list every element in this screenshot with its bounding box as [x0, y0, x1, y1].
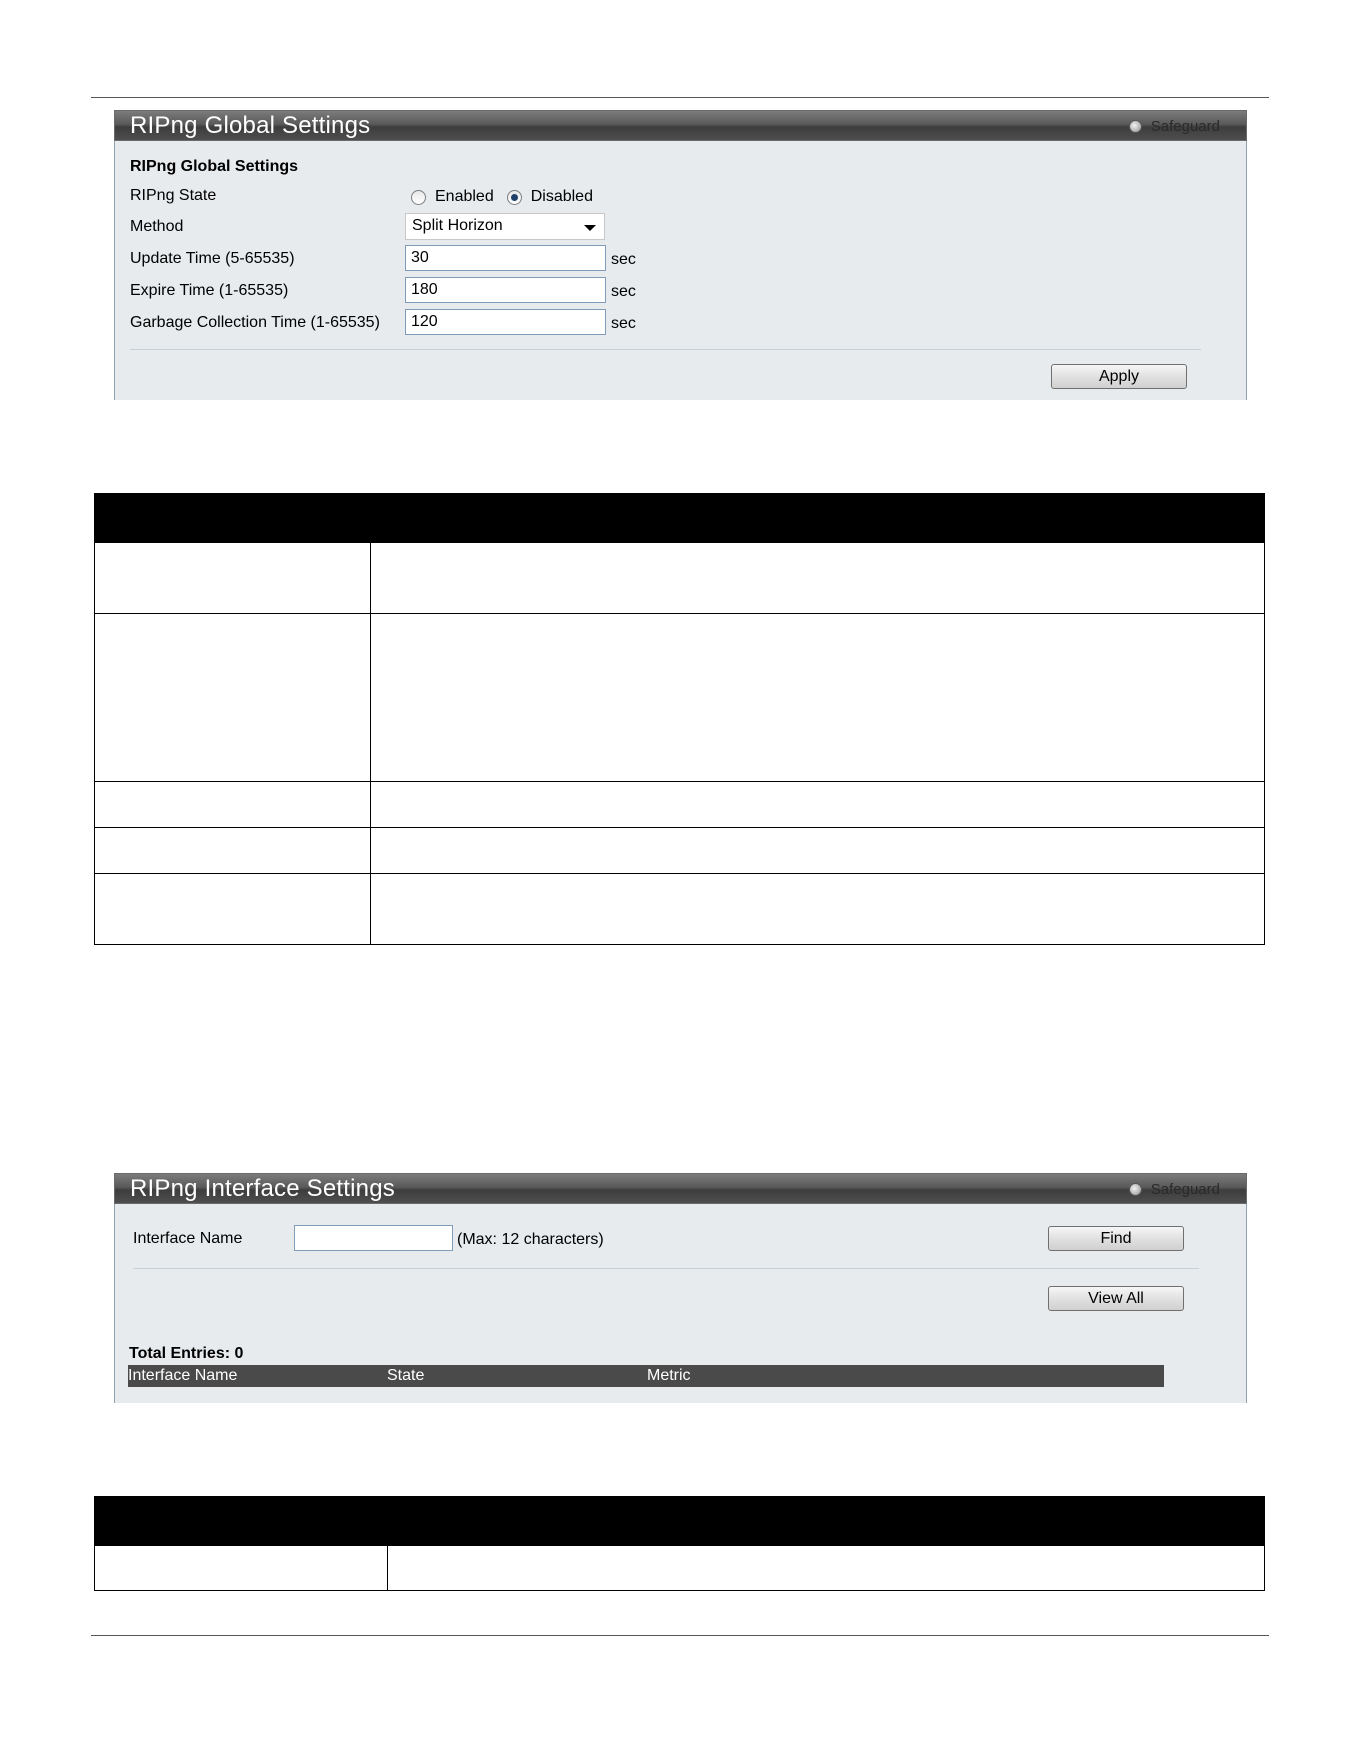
- section-title: RIPng Global Settings: [130, 158, 299, 175]
- expire-time-label: Expire Time (1-65535): [130, 282, 289, 299]
- global-settings-description-table: [94, 493, 1265, 945]
- garbage-time-label: Garbage Collection Time (1-65535): [130, 314, 380, 331]
- method-select[interactable]: [405, 213, 605, 240]
- table-header-row: [95, 494, 1265, 543]
- ripng-state-label: RIPng State: [130, 187, 217, 204]
- method-label: Method: [130, 218, 184, 235]
- interface-grid-header: [128, 1365, 1164, 1387]
- ripng-state-radio-group: [411, 188, 593, 206]
- table-row: [95, 1546, 1265, 1591]
- total-entries: Total Entries: 0: [129, 1345, 244, 1362]
- expire-time-input[interactable]: [405, 277, 606, 303]
- safeguard-icon: [1129, 120, 1142, 133]
- panel-divider: [130, 349, 1201, 350]
- find-button[interactable]: Find: [1048, 1226, 1184, 1251]
- safeguard-label: Safeguard: [1150, 118, 1220, 135]
- chevron-down-icon: [584, 225, 596, 231]
- table-row: [95, 828, 1265, 874]
- bottom-page-rule: [91, 1635, 1269, 1636]
- garbage-time-unit: sec: [611, 315, 636, 332]
- ripng-state-disabled-radio[interactable]: [507, 190, 522, 205]
- ripng-state-disabled-label: Disabled: [530, 188, 593, 205]
- panel-header: [114, 1173, 1247, 1204]
- interface-name-max-hint: (Max: 12 characters): [457, 1231, 604, 1248]
- panel-title: RIPng Interface Settings: [130, 1175, 395, 1202]
- update-time-label: Update Time (5-65535): [130, 250, 295, 267]
- table-row: [95, 614, 1265, 782]
- ripng-state-enabled-label: Enabled: [435, 188, 494, 205]
- apply-button[interactable]: Apply: [1051, 364, 1187, 389]
- update-time-unit: sec: [611, 251, 636, 268]
- ripng-state-enabled-radio[interactable]: [411, 190, 426, 205]
- panel-header: [114, 110, 1247, 141]
- view-all-button[interactable]: View All: [1048, 1286, 1184, 1311]
- interface-name-label: Interface Name: [133, 1230, 243, 1247]
- top-page-rule: [91, 97, 1269, 98]
- update-time-input[interactable]: [405, 245, 606, 271]
- safeguard-indicator: [1129, 1181, 1220, 1198]
- safeguard-label: Safeguard: [1150, 1181, 1220, 1198]
- panel-title: RIPng Global Settings: [130, 112, 371, 139]
- column-header-state: State: [387, 1367, 425, 1384]
- interface-settings-description-table: [94, 1496, 1265, 1591]
- column-header-metric: Metric: [647, 1367, 691, 1384]
- table-row: [95, 543, 1265, 614]
- column-header-interface-name: Interface Name: [128, 1367, 238, 1384]
- garbage-time-input[interactable]: [405, 309, 606, 335]
- interface-name-input[interactable]: [294, 1225, 453, 1251]
- table-row: [95, 874, 1265, 945]
- expire-time-unit: sec: [611, 283, 636, 300]
- safeguard-icon: [1129, 1183, 1142, 1196]
- table-row: [95, 782, 1265, 828]
- panel-divider: [133, 1268, 1199, 1269]
- safeguard-indicator: [1129, 118, 1220, 135]
- table-header-row: [95, 1497, 1265, 1546]
- method-select-value: Split Horizon: [412, 217, 503, 234]
- ripng-global-settings-panel: [114, 110, 1247, 400]
